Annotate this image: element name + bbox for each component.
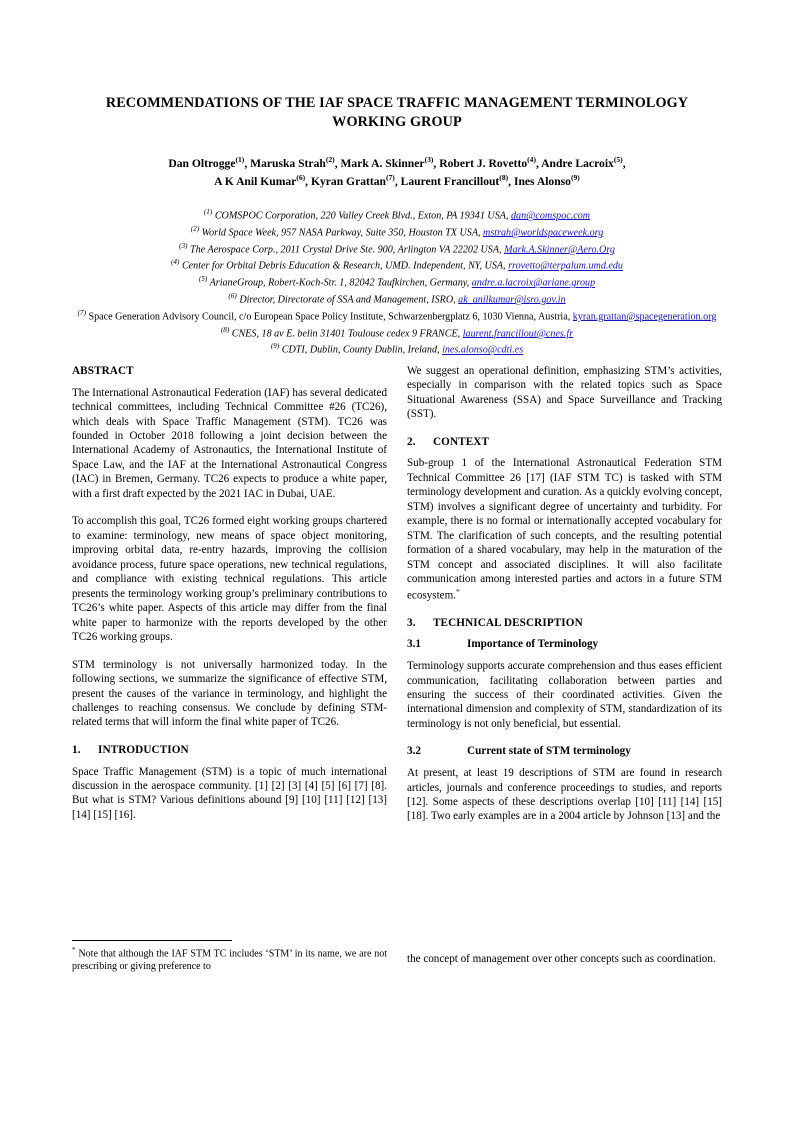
affiliation-item xyxy=(72,257,722,274)
affiliation-item xyxy=(72,224,722,241)
abstract-paragraph-3: STM terminology is not universally harmonized today. In the following sections, we summarize the significance of effective STM, present the causes of the variance in terminology, and highlight the challenges to reaching consensus. We conclude by defining STM-related terms that will inform the final white paper of TC26. xyxy=(72,658,387,729)
author-affiliation-marker: (4) xyxy=(527,155,536,165)
affiliation-item xyxy=(72,241,722,258)
subsection-3-1-paragraph: Terminology supports accurate comprehension and thus eases efficient communication, facilitating collaboration between parties and ensuring the success of their coordinated activities. Given the international dimension and complexity of STM, standardization of its terminology is not only beneficial, but essential. xyxy=(407,660,722,730)
section-title: CONTEXT xyxy=(433,435,490,448)
affiliation-marker: (7) xyxy=(77,308,86,317)
affiliation-list xyxy=(72,207,722,358)
affiliation-item xyxy=(72,341,722,358)
section-title: INTRODUCTION xyxy=(98,743,189,756)
section-heading-introduction xyxy=(72,743,387,758)
subsection-3-2-paragraph: At present, at least 19 descriptions of STM are found in research articles, journals and conference proceedings to studies, and reports [12]. Some aspects of these descriptions overlap [10] [11] [14] [15] [18]. Two early examples are in a 2004 article by Johnson [13] and the xyxy=(407,767,722,823)
author-affiliation-marker: (9) xyxy=(570,172,580,182)
affiliation-text: CNES, 18 av E. belin 31401 Toulouse cedex 9 FRANCE, xyxy=(231,327,463,339)
tail-paragraph: the concept of management over other concepts such as coordination. xyxy=(407,953,716,965)
affiliation-marker: (2) xyxy=(190,224,200,233)
author-affiliation-marker: (7) xyxy=(385,172,395,182)
subsection-number: 3.2 xyxy=(407,745,421,758)
affiliation-text: Space Generation Advisory Council, c/o European Space Policy Institute, Schwarzenbergplatz 6, 1030 Vienna, Austria, xyxy=(88,311,573,323)
left-column xyxy=(72,364,387,1024)
subsection-title: Current state of STM terminology xyxy=(467,745,631,758)
affiliation-email-link[interactable]: laurent.francillout@cnes.fr xyxy=(462,327,574,339)
body-columns xyxy=(72,364,722,1024)
affiliation-item xyxy=(72,291,722,308)
author-line-1: Dan Oltrogge$^{(1)}$, Maruska Strah$^{(2)}$, Mark A. Skinner$^{(3)}$, Robert J. Rovetto$^{(4)}$, Andre Lacroix$^{(5)}$, xyxy=(168,155,626,171)
author-name: Maruska Strah xyxy=(250,157,326,171)
affiliation-email-link[interactable]: mstrah@worldspaceweek.org xyxy=(483,227,604,239)
footnote-divider xyxy=(72,940,232,941)
right-column xyxy=(407,364,722,1024)
right-column-tail-block xyxy=(407,952,722,966)
affiliation-item xyxy=(72,308,722,325)
author-name: Robert J. Rovetto xyxy=(439,157,528,171)
section-number: 2. xyxy=(407,435,416,448)
subsection-title: Importance of Terminology xyxy=(467,638,599,651)
author-list xyxy=(72,155,722,190)
affiliation-item xyxy=(72,325,722,342)
affiliation-marker: (4) xyxy=(171,258,180,267)
author-affiliation-marker: (3) xyxy=(424,155,434,165)
abstract-paragraph-1: The International Astronautical Federation (IAF) has several dedicated technical committees, including Technical Committee #26 (TC26), which deals with Space Traffic Management (STM). TC26 was founded in October 2018 following a joint decision between the International Academy of Astronautics, the International Institute of Space Law, and the IAF at the International Astronautical Congress (IAC) in Bremen, Germany. TC26 expects to produce a white paper, with a first draft expected by the 2021 IAC in Dubai, UAE. xyxy=(72,386,387,500)
footnote-reference-marker: * xyxy=(456,586,460,596)
section-number: 1. xyxy=(72,743,81,756)
context-paragraph-1 xyxy=(407,456,722,602)
footnote-marker: * xyxy=(72,946,76,954)
introduction-paragraph-1: Space Traffic Management (STM) is a topic of much international discussion in the aerospace community. [1] [2] [3] [4] [5] [6] [7] [8]. But what is STM? Various definitions abound [9] [10] [11] [12] [13] [14] [15] [16]. xyxy=(72,765,387,821)
affiliation-email-link[interactable]: andre.a.lacroix@ariane.group xyxy=(471,277,596,289)
footnote-body: Note that although the IAF STM TC includes ‘STM’ in its name, we are not prescribing or giving preference to xyxy=(72,948,387,973)
section-heading-technical-description xyxy=(407,616,722,631)
affiliation-marker: (6) xyxy=(228,292,237,300)
subsection-number: 3.1 xyxy=(407,638,421,651)
affiliation-email-link[interactable]: rrovetto@terpalum.umd.edu xyxy=(508,260,623,272)
subsection-heading-3-1 xyxy=(407,637,722,652)
affiliation-marker: (3) xyxy=(179,241,188,250)
section-heading-context xyxy=(407,435,722,450)
author-affiliation-marker: (5) xyxy=(613,155,623,165)
author-affiliation-marker: (1) xyxy=(235,155,245,165)
affiliation-text: COMSPOC Corporation, 220 Valley Creek Blvd., Exton, PA 19341 USA, xyxy=(214,210,511,222)
affiliation-text: Center for Orbital Debris Education & Research, UMD. Independent, NY, USA, xyxy=(181,260,509,272)
affiliation-text: World Space Week, 957 NASA Parkway, Suite 350, Houston TX USA, xyxy=(201,227,484,239)
author-name: Ines Alonso xyxy=(513,174,571,188)
continuation-paragraph: We suggest an operational definition, emphasizing STM’s activities, especially in comparison with the related topics such as Space Situational Awareness (SSA) and Space Surveillance and Tracking (SST). xyxy=(407,365,722,421)
section-number: 3. xyxy=(407,616,416,629)
context-paragraph-body: Sub-group 1 of the International Astronautical Federation STM Technical Committee 26 [17] (IAF STM TC) is tasked with STM terminology development and curation. As a quickly evolving concept, STM) involves a significant degree of uncertainty and turbidity. For example, there is no formal or internationally accepted vocabulary for STM. The clarification of such concepts, and the resulting potential formation of a shared vocabulary, may help in the maturation of the STM concept and associated disciplines. It will also facilitate communication among interested parties and actors in a future STM ecosystem. xyxy=(407,457,722,602)
author-affiliation-marker: (6) xyxy=(296,172,306,182)
affiliation-email-link[interactable]: ak_anilkumar@isro.gov.in xyxy=(458,294,566,306)
author-affiliation-marker: (8) xyxy=(499,172,509,182)
affiliation-text: CDTI, Dublin, County Dublin, Ireland, xyxy=(281,344,443,356)
page-title: RECOMMENDATIONS OF THE IAF SPACE TRAFFIC MANAGEMENT TERMINOLOGY WORKING GROUP xyxy=(105,95,689,130)
paper-header xyxy=(0,0,794,358)
abstract-paragraph-2: To accomplish this goal, TC26 formed eight working groups chartered to examine: terminology, new means of space object monitoring, improving orbital data, re-entry hazards, improving the collision avoidance process, future space operations, new technical regulations, and compliance with existing technical regulations. This article presents the terminology working group’s preliminary contributions to TC26’s white paper. Aspects of this article may differ from the final white paper to harmonize with the reports developed by the other TC26 working groups. xyxy=(72,515,387,644)
footnote-text xyxy=(72,946,387,973)
affiliation-text: Director, Directorate of SSA and Management, ISRO, xyxy=(239,294,459,306)
affiliation-email-link[interactable]: Mark.A.Skinner@Aero.Org xyxy=(504,244,615,256)
affiliation-marker: (9) xyxy=(270,342,280,351)
abstract-heading: ABSTRACT xyxy=(72,365,134,377)
affiliation-item xyxy=(72,207,722,224)
section-title: TECHNICAL DESCRIPTION xyxy=(433,616,583,629)
affiliation-email-link[interactable]: ines.alonso@cdti.es xyxy=(442,344,524,356)
affiliation-marker: (8) xyxy=(220,325,230,334)
affiliation-item xyxy=(72,274,722,291)
affiliation-email-link[interactable]: dan@comspoc.com xyxy=(510,210,591,222)
affiliation-email-link[interactable]: kyran.grattan@spacegeneration.org xyxy=(572,311,717,323)
author-name: Mark A. Skinner xyxy=(340,157,425,171)
author-name: Laurent Francillout xyxy=(400,174,500,188)
author-name: Dan Oltrogge xyxy=(168,157,236,171)
author-affiliation-marker: (2) xyxy=(325,155,335,165)
subsection-heading-3-2 xyxy=(407,744,722,759)
affiliation-text: ArianeGroup, Robert-Koch-Str. 1, 82042 Taufkirchen, Germany, xyxy=(209,277,472,289)
author-name: Andre Lacroix xyxy=(541,157,614,171)
affiliation-text: The Aerospace Corp., 2011 Crystal Drive Ste. 900, Arlington VA 22202 USA, xyxy=(189,244,505,256)
footnote-block xyxy=(72,940,387,973)
author-line-2: A K Anil Kumar$^{(6)}$, Kyran Grattan$^{(7)}$, Laurent Francillout$^{(8)}$, Ines Alonso$^{(9)}$ xyxy=(214,172,580,188)
author-name: A K Anil Kumar xyxy=(214,174,297,188)
affiliation-marker: (1) xyxy=(203,208,213,217)
author-name: Kyran Grattan xyxy=(310,174,386,188)
affiliation-marker: (5) xyxy=(198,275,208,284)
